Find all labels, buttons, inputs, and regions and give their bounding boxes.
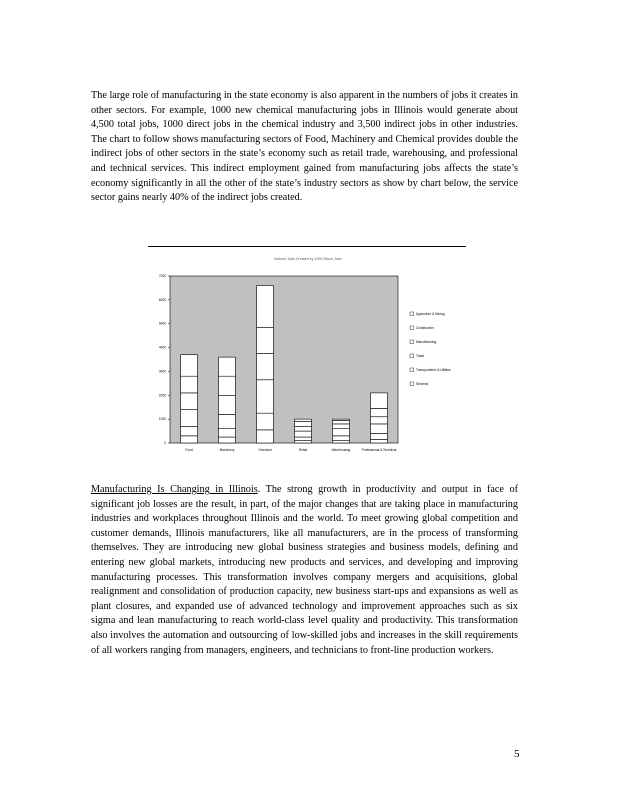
y-tick-label: 0 — [164, 441, 166, 445]
bar-segment — [257, 327, 274, 353]
y-tick-label: 1000 — [158, 417, 166, 422]
manufacturing-changing-paragraph — [91, 483, 518, 658]
bar-segment — [295, 426, 312, 431]
chart-title: Indirect Jobs Created by 1000 Direct Jobs — [274, 257, 342, 261]
bar-segment — [181, 426, 198, 436]
bar-segment — [219, 376, 236, 395]
x-tick-label: Chemical — [258, 448, 272, 452]
page-number: 5 — [514, 748, 520, 760]
bar-segment — [295, 441, 312, 443]
y-tick-label: 7000 — [158, 274, 166, 278]
bar-segment — [333, 419, 350, 420]
section-heading: Manufacturing Is Changing in Illinois — [91, 484, 258, 495]
legend-swatch — [410, 326, 414, 330]
bar-segment — [257, 354, 274, 380]
legend-label: Agriculture & Mining — [416, 312, 445, 317]
section-body: . The strong growth in productivity and output in face of significant job losses are the result, in part, of the major changes that are taking place in manufacturing industries and workplaces throughout Illinois and the world. To meet growing global competition and customer demands, Illinois manufacturers, like all manufacturers, are in the process of transforming themselves. They are introducing new global business strategies and business models, defining and entering new global markets, introducing new products and services, and developing and improving manufacturing processes. This transformation involves company mergers and acquisitions, global realignment and consolidation of production capacity, new business start-ups and expansions as well as plant closures, and expanded use of advanced technology and improvement approaches such as six sigma and lean manufacturing to reach world-class level quality and productivity. This transformation also involves the automation and outsourcing of low-skilled jobs and increases in the skill requirements of all workers ranging from managers, engineers, and technicians to front-line production workers. — [91, 484, 518, 656]
bar-segment — [181, 393, 198, 410]
y-tick-label: 2000 — [158, 393, 166, 398]
bar-segment — [219, 414, 236, 428]
bar-segment — [333, 420, 350, 424]
bar-segment — [257, 380, 274, 413]
bar-segment — [371, 433, 388, 439]
chart-top-rule — [148, 246, 466, 247]
bar-segment — [295, 437, 312, 441]
bar-segment — [371, 424, 388, 434]
bar-segment — [371, 417, 388, 424]
bar-segment — [181, 436, 198, 443]
bar-segment — [257, 286, 274, 328]
bar-segment — [295, 422, 312, 427]
legend-swatch — [410, 312, 414, 316]
bar-segment — [219, 395, 236, 414]
bar-segment — [257, 430, 274, 443]
bar-segment — [295, 431, 312, 437]
y-tick-label: 3000 — [158, 369, 166, 374]
x-tick-label: Professional & Technical — [361, 448, 397, 452]
bar-segment — [257, 413, 274, 430]
legend-swatch — [410, 354, 414, 358]
x-tick-label: Food — [185, 448, 193, 452]
bar-segment — [333, 424, 350, 429]
y-tick-label: 6000 — [158, 297, 166, 302]
legend-swatch — [410, 368, 414, 372]
bar-segment — [181, 376, 198, 393]
bar-segment — [371, 408, 388, 416]
intro-paragraph: The large role of manufacturing in the state economy is also apparent in the numbers of jobs it creates in other sectors. For example, 1000 new chemical manufacturing jobs in Illinois would generate about 4,500 total jobs, 1000 direct jobs in the chemical industry and 3,500 indirect jobs in other industries. The chart to follow shows manufacturing sectors of Food, Machinery and Chemical provides double the indirect jobs of other sectors in the state’s economy such as retail trade, warehousing, and professional and technical services. This indirect employment gained from manufacturing jobs affects the state’s economy significantly in all the other of the state’s industry sectors as show by chart below, the service sector gains nearly 40% of the indirect jobs created. — [91, 90, 518, 204]
legend-label: Trade — [416, 354, 425, 359]
indirect-jobs-chart — [148, 266, 466, 478]
bar-segment — [181, 355, 198, 376]
bar-segment — [333, 436, 350, 441]
bar-segment — [219, 429, 236, 437]
x-tick-label: Retail — [298, 448, 308, 452]
y-tick-label: 5000 — [158, 321, 166, 326]
bar-segment — [333, 441, 350, 443]
legend-label: Construction — [416, 326, 434, 331]
bar-segment — [219, 437, 236, 443]
legend-label: Manufacturing — [416, 340, 437, 345]
legend-label: Services — [416, 382, 429, 387]
bar-segment — [181, 410, 198, 427]
plot-area — [170, 276, 398, 443]
bar-segment — [371, 393, 388, 409]
legend-swatch — [410, 340, 414, 344]
x-tick-label: Machinery — [219, 448, 235, 452]
bar-segment — [295, 419, 312, 421]
legend-swatch — [410, 382, 414, 386]
legend-label: Transportation & Utilities — [416, 368, 451, 373]
bar-segment — [219, 357, 236, 376]
bar-segment — [371, 439, 388, 443]
x-tick-label: Warehousing — [331, 448, 351, 452]
bar-segment — [333, 429, 350, 436]
y-tick-label: 4000 — [158, 345, 166, 350]
